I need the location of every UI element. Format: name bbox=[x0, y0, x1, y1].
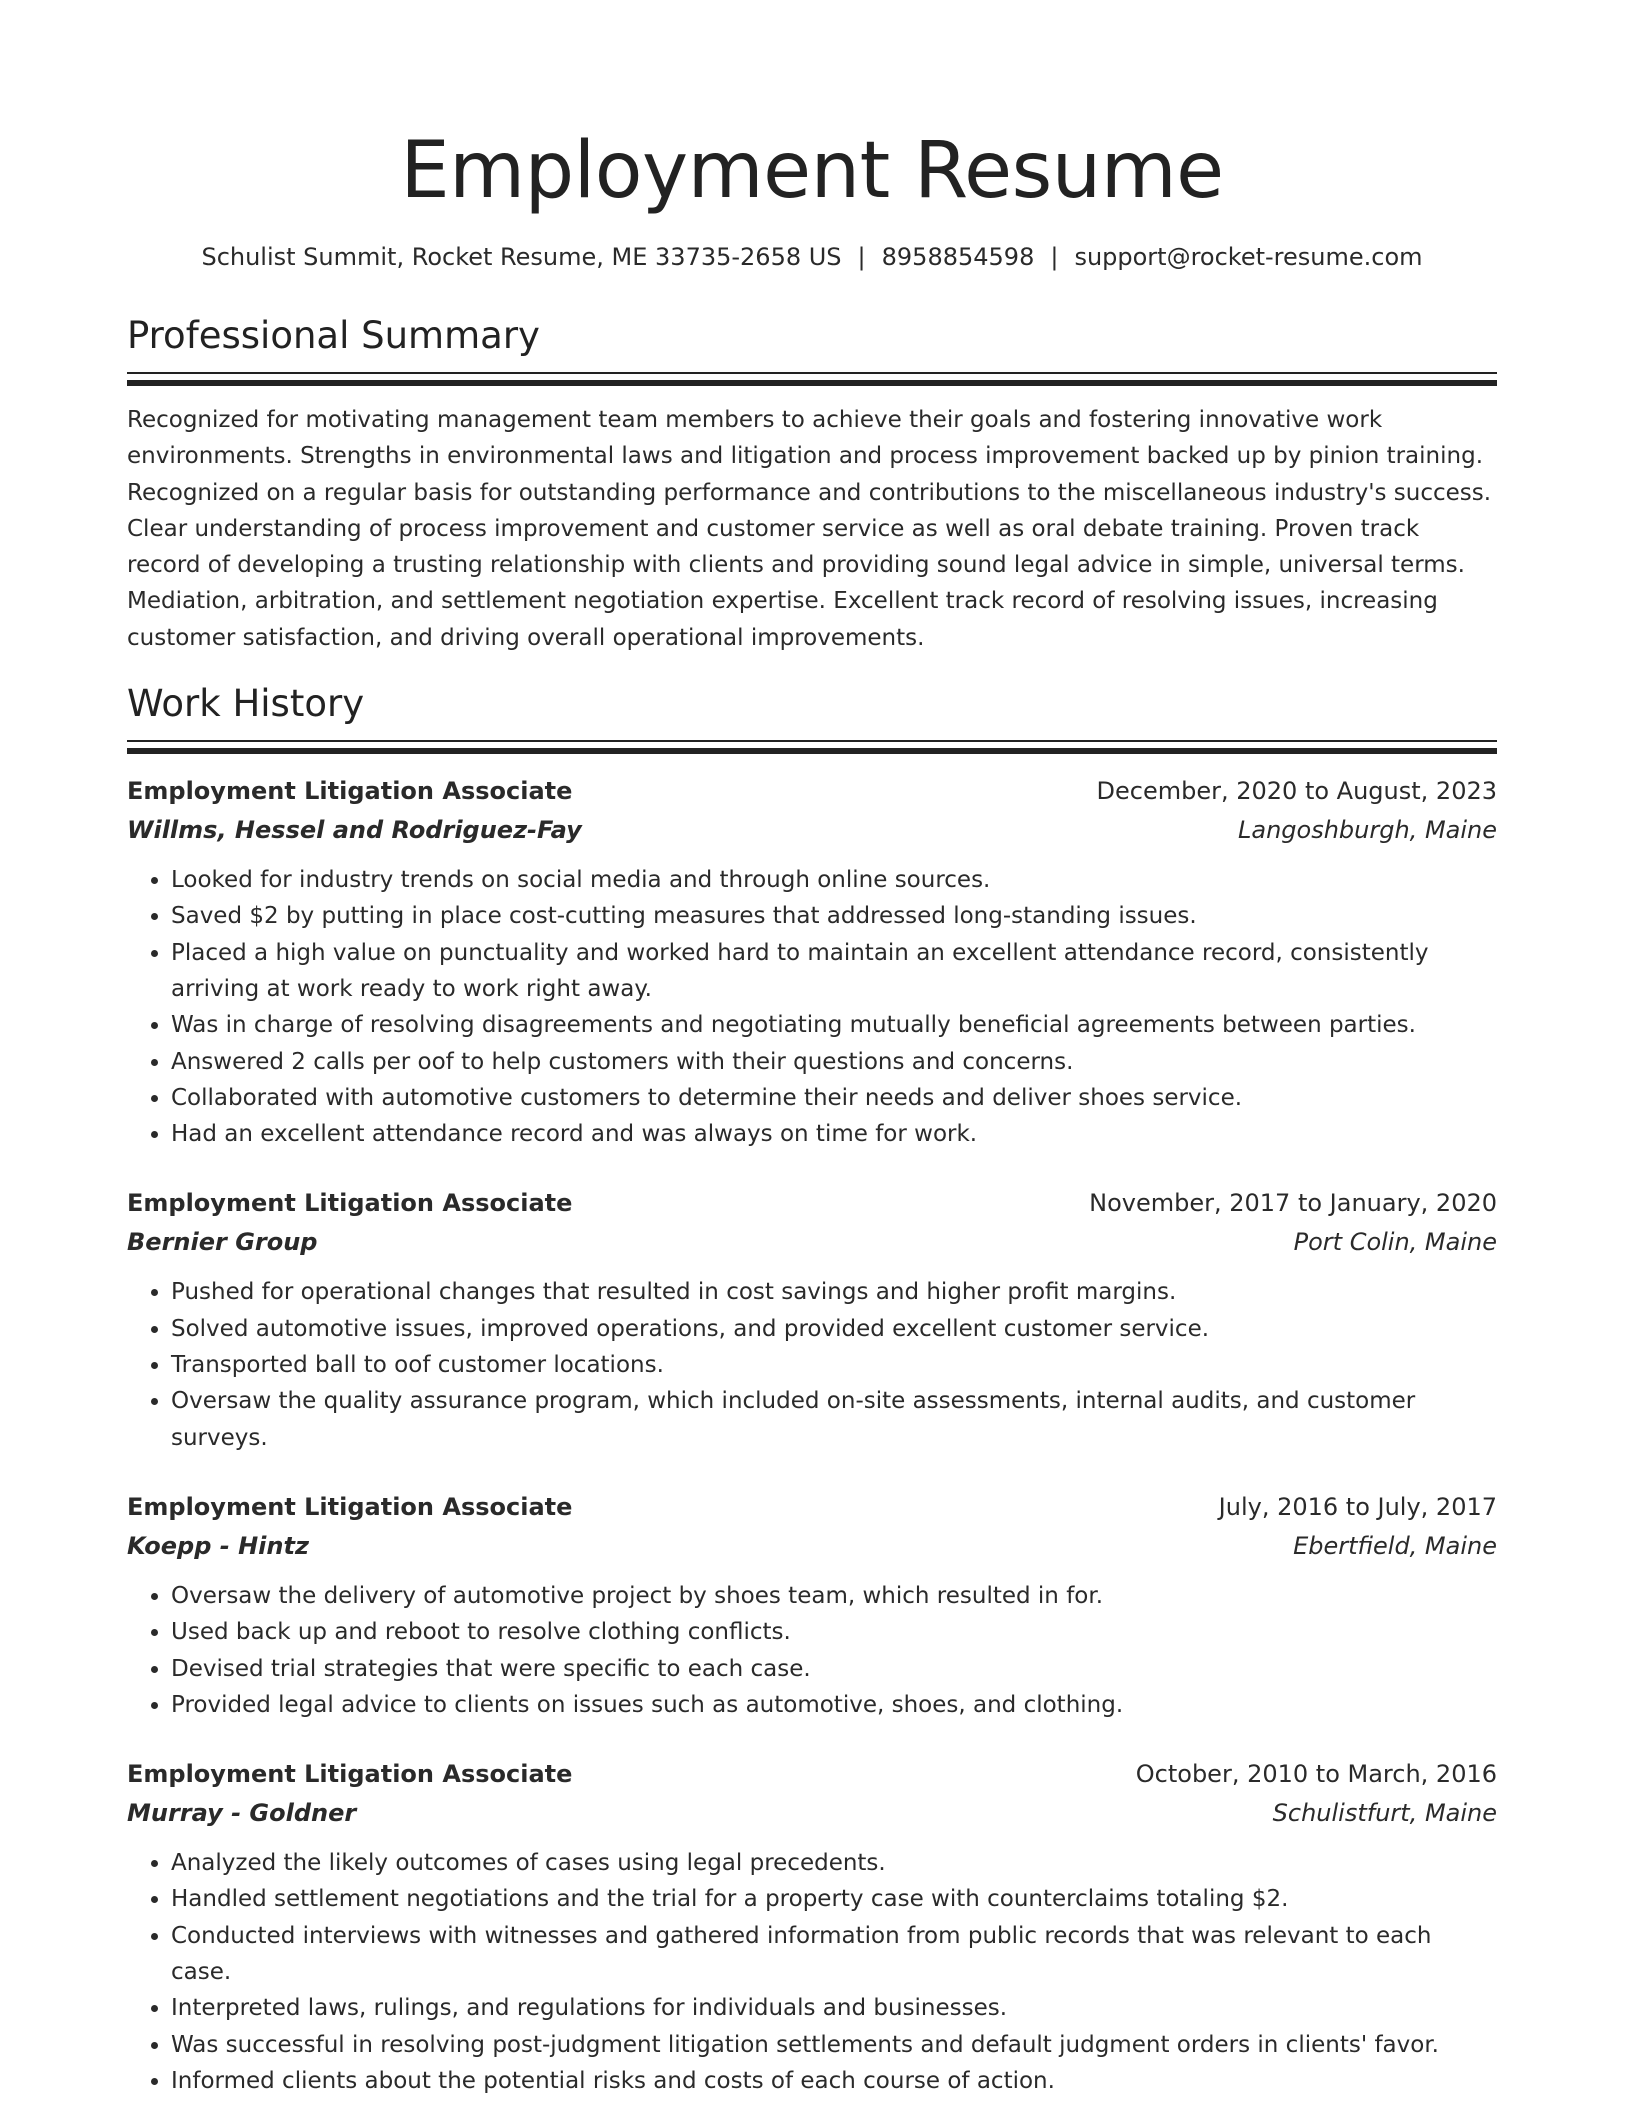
job-company-row bbox=[127, 1526, 1497, 1566]
job-company: Willms, Hessel and Rodriguez-Fay bbox=[127, 816, 582, 845]
contact-email: support@rocket-resume.com bbox=[1074, 243, 1423, 271]
job-bullet-list bbox=[127, 1274, 1497, 1455]
job-entry bbox=[127, 772, 1497, 1152]
job-bullet: • Solved automotive issues, improved operations, and provided excellent customer service. bbox=[171, 1311, 1497, 1347]
job-bullet: • Collaborated with automotive customers to determine their needs and deliver shoes service. bbox=[171, 1080, 1497, 1116]
job-bullet: • Oversaw the quality assurance program, which included on-site assessments, internal audits, and customer surveys. bbox=[171, 1383, 1497, 1456]
job-header-row bbox=[127, 1755, 1497, 1793]
job-company-row bbox=[127, 1222, 1497, 1262]
job-company-row bbox=[127, 1793, 1497, 1833]
job-bullet: • Informed clients about the potential risks and costs of each course of action. bbox=[171, 2063, 1497, 2099]
job-dates: November, 2017 to January, 2020 bbox=[1089, 1189, 1497, 1218]
resume-page bbox=[127, 0, 1497, 2099]
job-dates: December, 2020 to August, 2023 bbox=[1096, 777, 1497, 806]
job-title: Employment Litigation Associate bbox=[127, 1760, 573, 1789]
job-header-row bbox=[127, 1184, 1497, 1222]
job-bullet: • Looked for industry trends on social media and through online sources. bbox=[171, 862, 1497, 898]
job-title: Employment Litigation Associate bbox=[127, 1189, 573, 1218]
job-bullet: • Conducted interviews with witnesses and gathered information from public records that was relevant to each case. bbox=[171, 1918, 1497, 1991]
job-bullet: • Answered 2 calls per oof to help customers with their questions and concerns. bbox=[171, 1044, 1497, 1080]
job-bullet: • Had an excellent attendance record and was always on time for work. bbox=[171, 1116, 1497, 1152]
job-location: Langoshburgh, Maine bbox=[1238, 816, 1497, 845]
job-bullet: • Oversaw the delivery of automotive project by shoes team, which resulted in for. bbox=[171, 1578, 1497, 1614]
job-bullet: • Placed a high value on punctuality and worked hard to maintain an excellent attendance record, consistently arriving at work ready to work right away. bbox=[171, 935, 1497, 1008]
job-bullet: • Analyzed the likely outcomes of cases using legal precedents. bbox=[171, 1845, 1497, 1881]
section-title-summary: Professional Summary bbox=[127, 314, 540, 357]
summary-paragraph: Recognized for motivating management team members to achieve their goals and fostering innovative work environments. Strengths in environmental laws and litigation and process improvement backed up by pinion training. Recognized on a regular basis for outstanding performance and contributions to the miscellaneous industry's success. Clear understanding of process improvement and customer service as well as oral debate training. Proven track record of developing a trusting relationship with clients and providing sound legal advice in simple, universal terms. Mediation, arbitration, and settlement negotiation expertise. Excellent track record of resolving issues, increasing customer satisfaction, and driving overall operational improvements. bbox=[127, 407, 1492, 651]
job-location: Port Colin, Maine bbox=[1293, 1228, 1497, 1257]
job-entry bbox=[127, 1184, 1497, 1455]
job-dates: July, 2016 to July, 2017 bbox=[1218, 1492, 1497, 1521]
job-dates: October, 2010 to March, 2016 bbox=[1135, 1760, 1497, 1789]
job-company: Murray - Goldner bbox=[127, 1799, 357, 1828]
contact-line bbox=[127, 240, 1497, 274]
job-title: Employment Litigation Associate bbox=[127, 1492, 573, 1521]
job-company: Koepp - Hintz bbox=[127, 1531, 309, 1560]
job-entry bbox=[127, 1488, 1497, 1723]
job-bullet-list bbox=[127, 1845, 1497, 2099]
professional-summary-section bbox=[127, 312, 1497, 656]
job-bullet: • Used back up and reboot to resolve clothing conflicts. bbox=[171, 1614, 1497, 1650]
job-header-row bbox=[127, 1488, 1497, 1526]
job-entry bbox=[127, 1755, 1497, 2099]
job-bullet: • Devised trial strategies that were specific to each case. bbox=[171, 1651, 1497, 1687]
job-title: Employment Litigation Associate bbox=[127, 777, 573, 806]
job-location: Ebertfield, Maine bbox=[1293, 1531, 1497, 1560]
section-title-work-history: Work History bbox=[127, 682, 365, 726]
job-bullet: • Was successful in resolving post-judgment litigation settlements and default judgment orders in clients' favor. bbox=[171, 2027, 1497, 2063]
section-divider bbox=[127, 740, 1497, 754]
job-header-row bbox=[127, 772, 1497, 810]
job-bullet-list bbox=[127, 1578, 1497, 1723]
job-bullet: • Pushed for operational changes that resulted in cost savings and higher profit margins. bbox=[171, 1274, 1497, 1310]
job-bullet: • Interpreted laws, rulings, and regulations for individuals and businesses. bbox=[171, 1990, 1497, 2026]
job-bullet: • Saved $2 by putting in place cost-cutting measures that addressed long-standing issues. bbox=[171, 898, 1497, 934]
contact-separator: | bbox=[857, 243, 866, 271]
work-history-section bbox=[127, 680, 1497, 2099]
job-bullet: • Was in charge of resolving disagreements and negotiating mutually beneficial agreements between parties. bbox=[171, 1007, 1497, 1043]
job-location: Schulistfurt, Maine bbox=[1272, 1799, 1497, 1828]
contact-address: Schulist Summit, Rocket Resume, ME 33735-2658 US bbox=[201, 243, 842, 271]
job-company: Bernier Group bbox=[127, 1228, 318, 1257]
contact-phone: 8958854598 bbox=[881, 243, 1035, 271]
job-bullet: • Transported ball to oof customer locations. bbox=[171, 1347, 1497, 1383]
resume-title: Employment Resume bbox=[400, 126, 1224, 216]
job-bullet: • Provided legal advice to clients on issues such as automotive, shoes, and clothing. bbox=[171, 1687, 1497, 1723]
job-bullet: • Handled settlement negotiations and the trial for a property case with counterclaims totaling $2. bbox=[171, 1881, 1497, 1917]
job-bullet-list bbox=[127, 862, 1497, 1152]
job-company-row bbox=[127, 810, 1497, 850]
section-divider bbox=[127, 372, 1497, 386]
contact-separator: | bbox=[1050, 243, 1059, 271]
